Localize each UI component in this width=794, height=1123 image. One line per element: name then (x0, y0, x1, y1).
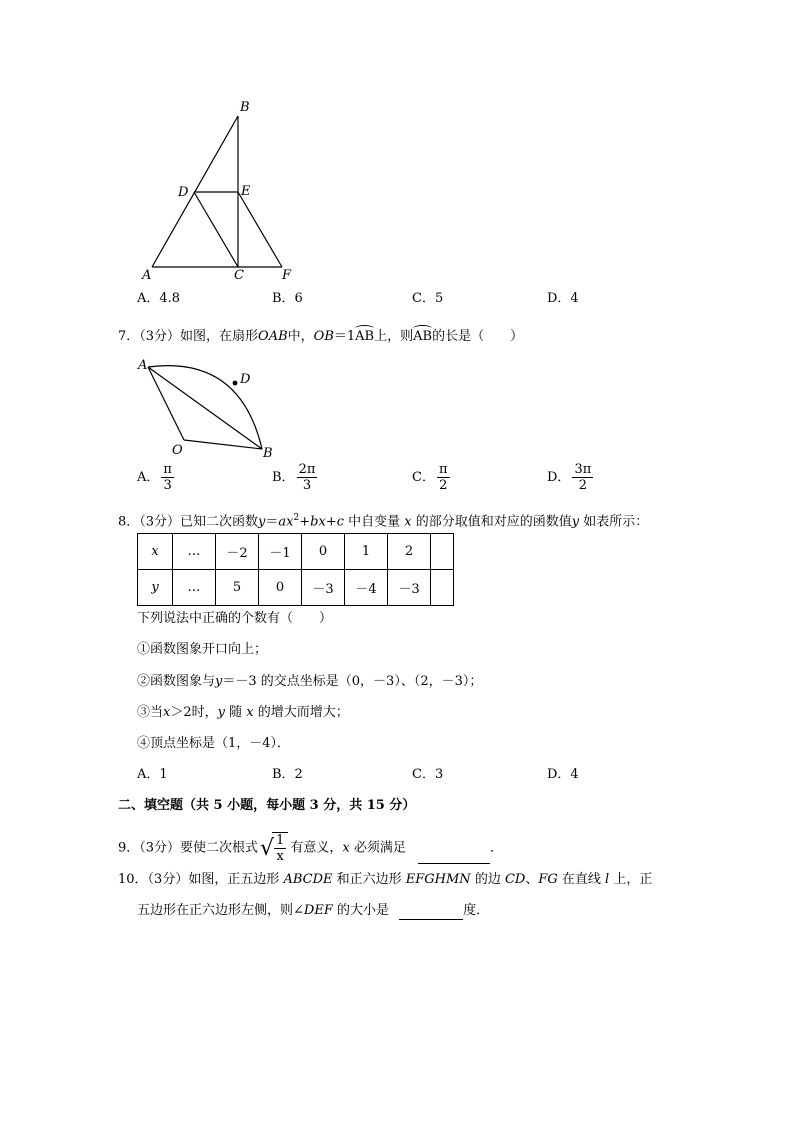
q8-statement-1: ①函数图象开口向上； (137, 642, 268, 657)
q7-figure (135, 352, 285, 462)
fraction: $\frac{\pi}{3}$ (163, 462, 172, 493)
label-O: O (172, 443, 183, 458)
q8-statement-2: ②函数图象与y＝－3 的交点坐标是（0，－3）、（2，－3）； (137, 674, 483, 689)
q9-stem: 9．（3分）要使二次根式 √ $\frac{1}{x}$ 有意义，x 必须满足 ． (118, 833, 503, 864)
q8-value-table (137, 533, 454, 606)
fraction: $\frac{3\pi}{2}$ (574, 462, 592, 493)
section-heading: 二、填空题（共 5 小题，每小题 3 分，共 15 分） (118, 798, 416, 813)
label-D: D (240, 372, 251, 387)
q8-prompt: 下列说法中正确的个数有（ ） (137, 611, 333, 626)
label-D: D (178, 185, 189, 200)
q7-option-d: D． $\frac{3\pi}{2}$ (547, 462, 592, 493)
label-B: B (240, 100, 250, 115)
arc-ab-1: AB (355, 329, 375, 344)
answer-blank[interactable] (399, 905, 463, 920)
point-d (233, 381, 238, 386)
q7-option-b: B． $\frac{2\pi}{3}$ (272, 462, 316, 493)
q6-option-b: B．6 (272, 291, 303, 306)
answer-blank[interactable] (418, 849, 490, 864)
sqrt-expression: √ $\frac{1}{x}$ (260, 832, 288, 864)
q8-statement-4: ④顶点坐标是（1，－4）． (137, 736, 291, 751)
q8-option-a: A．1 (137, 767, 168, 782)
q7-option-c: C． $\frac{\pi}{2}$ (412, 462, 448, 493)
q6-option-c: C．5 (412, 291, 444, 306)
q8-option-c: C．3 (412, 767, 444, 782)
label-A: A (142, 268, 152, 283)
q7-stem: 7．（3分）如图，在扇形OAB中，OB＝1AB上，则AB的长是（ ） (118, 329, 524, 344)
q8-option-d: D．4 (547, 767, 579, 782)
label-B: B (263, 446, 273, 461)
q8-stem: 8．（3分）已知二次函数$y=ax^2+bx+c$ 中自变量 x 的部分取值和对应的函数值y 如表所示： (118, 513, 649, 530)
q8-option-b: B．2 (272, 767, 303, 782)
label-A: A (138, 358, 148, 373)
fraction: $\frac{2\pi}{3}$ (298, 462, 316, 493)
fraction: $\frac{\pi}{2}$ (438, 462, 448, 493)
q7-option-a: A． $\frac{\pi}{3}$ (137, 462, 172, 493)
q6-option-a: A．4.8 (137, 291, 181, 306)
label-E: E (241, 184, 251, 199)
label-F: F (282, 268, 292, 283)
q6-figure (135, 95, 305, 285)
q6-option-d: D．4 (547, 291, 579, 306)
table-row-y: y … 5 0 －3 －4 －3 (138, 570, 454, 606)
q8-statement-3: ③当x＞2时，y 随 x 的增大而增大； (137, 705, 349, 720)
q10-line-1: 10．（3分）如图，正五边形 ABCDE 和正六边形 EFGHMN 的边 CD、FG 在直线 l 上，正 (118, 872, 653, 887)
q10-line-2: 五边形在正六边形左侧，则∠DEF 的大小是 度． (137, 903, 490, 918)
table-row-x: x … －2 －1 0 1 2 (138, 534, 454, 570)
label-C: C (234, 268, 244, 283)
arc-ab-2: AB (413, 329, 433, 344)
